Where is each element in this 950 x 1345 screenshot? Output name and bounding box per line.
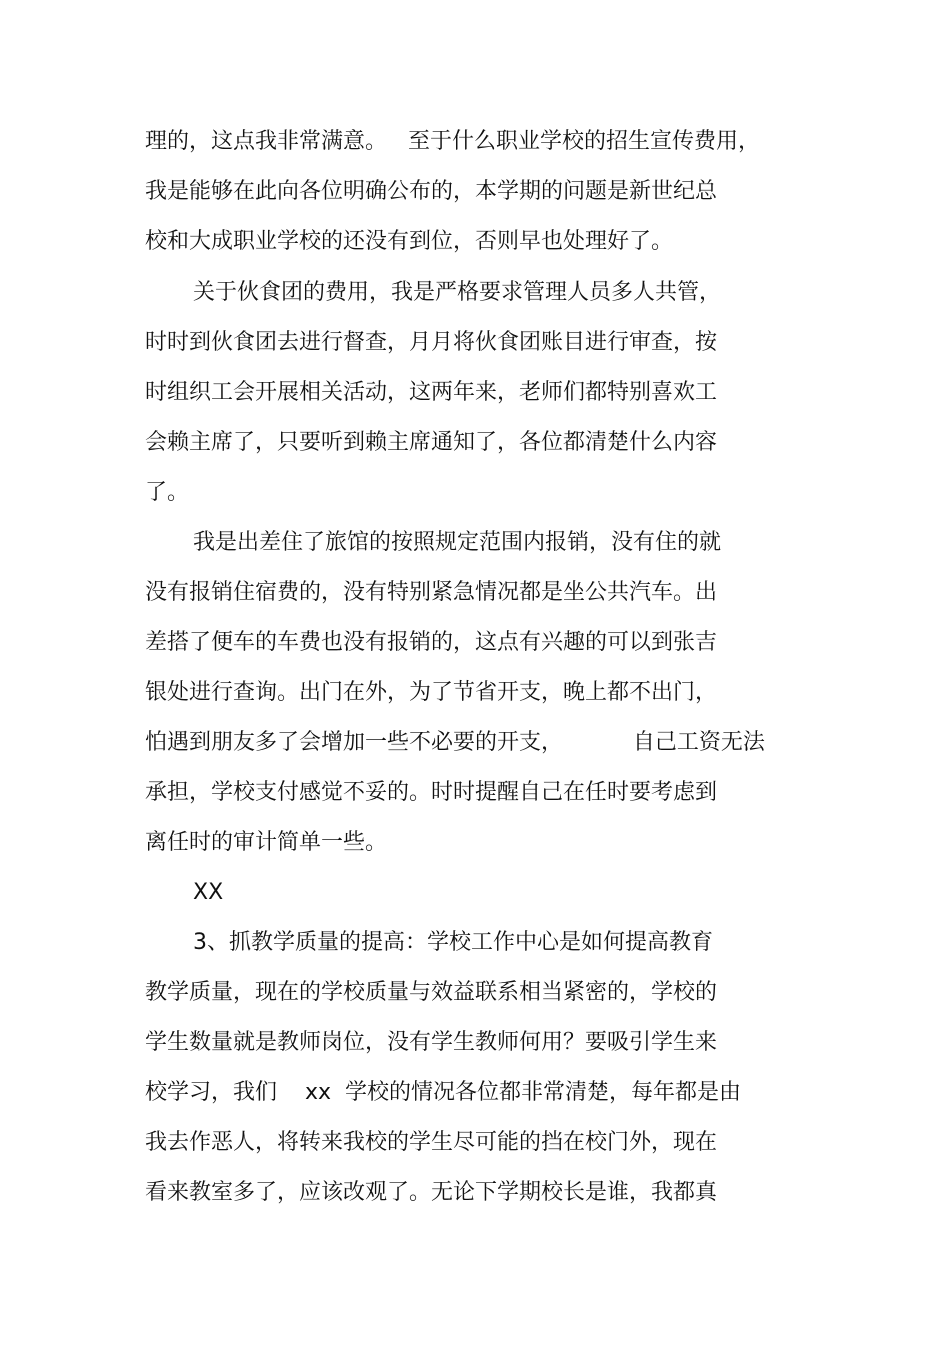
- paragraph-first-line: 我是出差住了旅馆的按照规定范围内报销，没有住的就: [193, 530, 722, 555]
- text-line: 校和大成职业学校的还没有到位，否则早也处理好了。: [145, 229, 674, 254]
- text-line: 承担，学校支付感觉不妥的。时时提醒自己在任时要考虑到: [145, 780, 718, 805]
- text-line: 我是能够在此向各位明确公布的，本学期的问题是新世纪总: [145, 179, 718, 204]
- text-line: 理的，这点我非常满意。 至于什么职业学校的招生宣传费用，: [145, 129, 760, 154]
- text-line: 会赖主席了，只要听到赖主席通知了，各位都清楚什么内容: [145, 430, 718, 455]
- text-line: 差搭了便车的车费也没有报销的，这点有兴趣的可以到张吉: [145, 630, 718, 655]
- text-line: 校学习，我们 xx 学校的情况各位都非常清楚，每年都是由: [145, 1080, 741, 1105]
- text-line: 怕遇到朋友多了会增加一些不必要的开支， 自己工资无法: [145, 730, 765, 755]
- text-line: 时组织工会开展相关活动，这两年来，老师们都特别喜欢工: [145, 380, 718, 405]
- section-label: XX: [193, 880, 224, 905]
- text-line: 时时到伙食团去进行督查，月月将伙食团账目进行审查，按: [145, 330, 718, 355]
- text-line: 学生数量就是教师岗位，没有学生教师何用？要吸引学生来: [145, 1030, 718, 1055]
- text-line: 看来教室多了，应该改观了。无论下学期校长是谁，我都真: [145, 1180, 718, 1205]
- text-line: 了。: [145, 480, 190, 505]
- text-line: 离任时的审计简单一些。: [145, 830, 388, 855]
- paragraph-first-line: 关于伙食团的费用，我是严格要求管理人员多人共管，: [193, 280, 722, 305]
- text-line: 我去作恶人，将转来我校的学生尽可能的挡在校门外，现在: [145, 1130, 718, 1155]
- text-line: 教学质量，现在的学校质量与效益联系相当紧密的，学校的: [145, 980, 718, 1005]
- text-line: 银处进行查询。出门在外，为了节省开支，晚上都不出门，: [145, 680, 718, 705]
- paragraph-first-line: 3、抓教学质量的提高：学校工作中心是如何提高教育: [193, 930, 713, 955]
- text-line: 没有报销住宿费的，没有特别紧急情况都是坐公共汽车。出: [145, 580, 718, 605]
